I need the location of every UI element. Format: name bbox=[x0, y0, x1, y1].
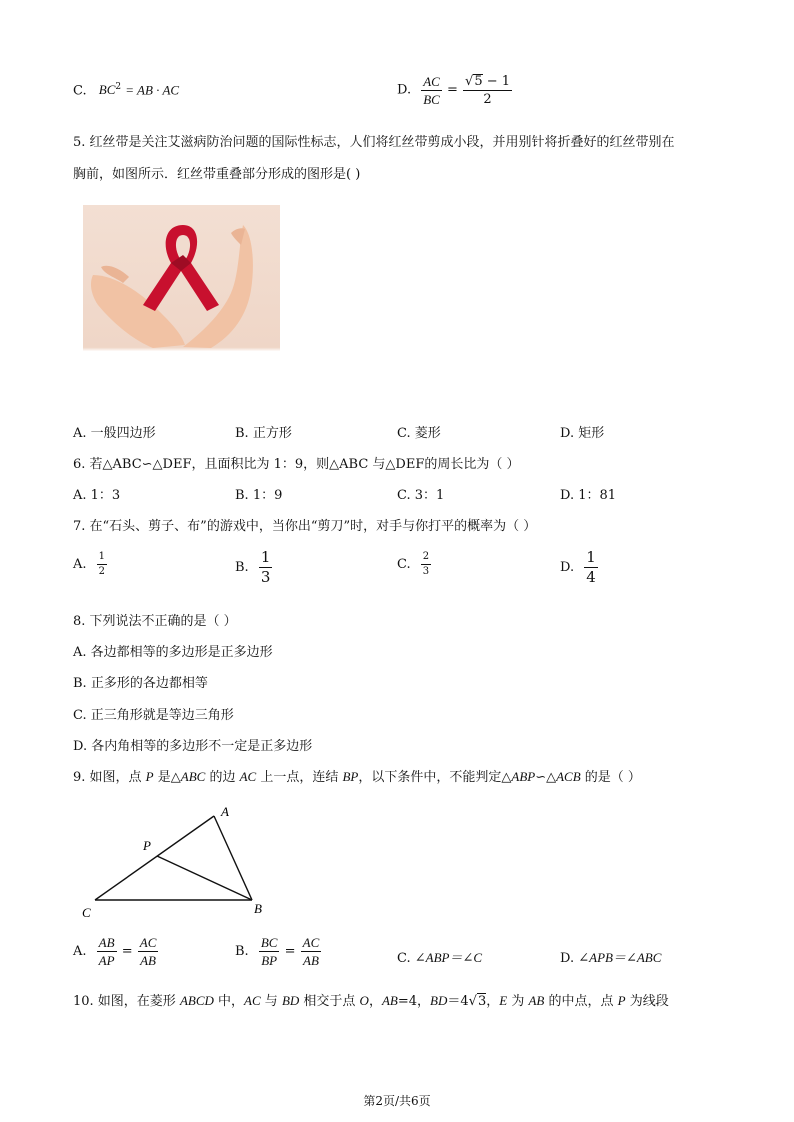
option-label: C. bbox=[73, 83, 87, 99]
q9-option-c bbox=[397, 947, 482, 966]
stem-text: ∽△ bbox=[535, 770, 557, 785]
q5-option-d: D. 矩形 bbox=[560, 426, 605, 441]
fraction-numerator-tail: − 1 bbox=[482, 74, 511, 89]
fraction-ac-ab bbox=[138, 936, 159, 967]
option-label: C. bbox=[397, 557, 411, 572]
question-6-stem: 6. 若△ABC∽△DEF，且面积比为 1：9，则△ABC 与△DEF的周长比为（ ） bbox=[73, 457, 520, 472]
math-ac: AC bbox=[244, 993, 261, 1008]
q6-option-c: C. 3：1 bbox=[397, 488, 445, 503]
vertex-label-a: A bbox=[221, 804, 229, 819]
math-abcd: ABCD bbox=[179, 993, 214, 1008]
q5-option-c: C. 菱形 bbox=[397, 426, 441, 441]
q9-option-b bbox=[235, 936, 322, 967]
fraction-numerator: BC bbox=[260, 935, 278, 950]
triangle-abc-diagram bbox=[80, 800, 280, 925]
q5-option-a: A. 一般四边形 bbox=[73, 426, 156, 441]
stem-text: ， bbox=[368, 994, 382, 1009]
question-10-stem bbox=[73, 990, 669, 1009]
math-p: P bbox=[145, 769, 154, 784]
q5-option-b: B. 正方形 bbox=[235, 426, 292, 441]
fraction-c bbox=[421, 552, 431, 577]
fraction-numerator: 1 bbox=[260, 548, 271, 566]
fraction-d bbox=[584, 550, 598, 585]
fraction-numerator: AC bbox=[302, 935, 320, 950]
math-ab: AB bbox=[528, 993, 545, 1008]
point-label-p: P bbox=[143, 838, 151, 853]
math-abp: ABP bbox=[511, 769, 536, 784]
fraction-b bbox=[259, 550, 273, 585]
math-fraction bbox=[421, 75, 442, 106]
q9-option-a bbox=[73, 936, 159, 967]
stem-text: 是△ bbox=[153, 770, 181, 785]
stem-text: ， bbox=[486, 994, 500, 1009]
fraction-denominator: BP bbox=[261, 953, 278, 968]
q8-option-a: A. 各边都相等的多边形是正多边形 bbox=[73, 645, 273, 660]
fraction-numerator: 1 bbox=[97, 552, 107, 565]
question-5-line-1: 5. 红丝带是关注艾滋病防治问题的国际性标志，人们将红丝带剪成小段，并用别针将折叠好的红丝带别在 bbox=[73, 135, 675, 150]
stem-text: 相交于点 bbox=[299, 994, 360, 1009]
stem-text: 为线段 bbox=[625, 994, 669, 1009]
option-text: ∠ABP＝∠C bbox=[414, 950, 483, 965]
q7-option-b bbox=[235, 550, 273, 585]
fraction-numerator: AC bbox=[139, 935, 157, 950]
equals-sign: = bbox=[284, 944, 296, 959]
option-label: D. bbox=[560, 560, 575, 575]
vertex-label-b: B bbox=[254, 901, 262, 916]
math-bc: BC bbox=[98, 82, 116, 98]
red-ribbon-photo bbox=[83, 205, 280, 395]
q9-option-d bbox=[560, 947, 661, 966]
option-label: D. bbox=[397, 82, 412, 98]
math-bp: BP bbox=[342, 769, 359, 784]
q6-option-a: A. 1：3 bbox=[73, 488, 121, 503]
page-footer: 第2页/共6页 bbox=[363, 1094, 431, 1108]
option-label: B. bbox=[235, 944, 249, 959]
q7-option-d bbox=[560, 550, 599, 585]
sqrt-radicand: 5 bbox=[474, 74, 483, 89]
side-ab bbox=[214, 816, 252, 900]
question-8-stem: 8. 下列说法不正确的是（ ） bbox=[73, 614, 237, 629]
question-9-stem bbox=[73, 766, 641, 785]
math-p: P bbox=[617, 993, 626, 1008]
fraction-ac-ab bbox=[301, 936, 322, 967]
math-fraction-root bbox=[463, 74, 512, 106]
math-rhs: = AB · AC bbox=[125, 82, 180, 98]
q8-option-c: C. 正三角形就是等边三角形 bbox=[73, 708, 234, 723]
fraction-denominator: 2 bbox=[483, 92, 492, 107]
fraction-ab-ap bbox=[97, 936, 117, 967]
question-5-line-2: 胸前，如图所示．红丝带重叠部分形成的图形是( ) bbox=[73, 167, 361, 182]
fraction-bc-bp bbox=[259, 936, 280, 967]
question-7-stem: 7. 在“石头、剪子、布”的游戏中，当你出“剪刀”时，对手与你打平的概率为（ ） bbox=[73, 519, 537, 534]
q4-option-d bbox=[397, 74, 513, 106]
fraction-numerator: 1 bbox=[586, 548, 596, 566]
q4-option-c bbox=[73, 82, 179, 98]
fraction-denominator: 3 bbox=[422, 566, 430, 577]
math-bd: BD bbox=[430, 993, 448, 1008]
triangle-figure bbox=[80, 800, 280, 929]
q8-option-d: D. 各内角相等的多边形不一定是正多边形 bbox=[73, 739, 313, 754]
stem-text: 上一点，连结 bbox=[256, 770, 343, 785]
stem-text: 中， bbox=[213, 994, 245, 1009]
side-ca bbox=[95, 816, 214, 900]
option-label: A. bbox=[73, 557, 87, 572]
fraction-a bbox=[97, 552, 107, 577]
stem-text: =4， bbox=[397, 994, 431, 1009]
option-label: B. bbox=[235, 560, 249, 575]
math-bd: BD bbox=[281, 993, 300, 1008]
stem-text: 的边 bbox=[205, 770, 240, 785]
vertex-label-c: C bbox=[82, 905, 91, 920]
fraction-numerator: AC bbox=[423, 73, 440, 89]
fraction-denominator: 2 bbox=[98, 566, 106, 577]
fraction-denominator: BC bbox=[423, 91, 440, 107]
stem-text: 的是（ ） bbox=[580, 770, 641, 785]
option-text: ∠APB＝∠ABC bbox=[578, 950, 662, 965]
equals-sign: = bbox=[447, 82, 458, 98]
math-ab: AB bbox=[381, 993, 398, 1008]
fraction-denominator: AB bbox=[303, 953, 319, 968]
q8-option-b: B. 正多形的各边都相等 bbox=[73, 676, 208, 691]
math-abc: ABC bbox=[180, 769, 206, 784]
stem-text: 9. 如图，点 bbox=[73, 770, 146, 785]
stem-text: 为 bbox=[507, 994, 529, 1009]
fraction-numerator: AB bbox=[98, 935, 115, 950]
sqrt-radicand: 3 bbox=[477, 994, 487, 1009]
segment-bp bbox=[157, 856, 252, 900]
stem-text: 与 bbox=[260, 994, 282, 1009]
q7-option-c bbox=[397, 552, 432, 577]
math-e: E bbox=[499, 993, 508, 1008]
q6-option-b: B. 1：9 bbox=[235, 488, 283, 503]
fraction-numerator: 2 bbox=[421, 552, 431, 565]
fraction-denominator: AB bbox=[140, 953, 156, 968]
math-o: O bbox=[359, 993, 369, 1008]
stem-text: ，以下条件中，不能判定△ bbox=[358, 770, 512, 785]
math-acb: ACB bbox=[556, 769, 581, 784]
q7-option-a bbox=[73, 552, 108, 577]
stem-text: 的中点，点 bbox=[544, 994, 618, 1009]
stem-text: ＝4 bbox=[447, 994, 469, 1009]
red-ribbon-illustration bbox=[83, 205, 280, 395]
fraction-denominator: 3 bbox=[260, 568, 271, 586]
stem-text: 10. 如图，在菱形 bbox=[73, 994, 180, 1009]
fraction-denominator: AP bbox=[98, 953, 115, 968]
math-exponent: 2 bbox=[115, 82, 122, 92]
math-ac: AC bbox=[239, 769, 257, 784]
q6-option-d: D. 1：81 bbox=[560, 488, 617, 503]
option-label: A. bbox=[73, 944, 87, 959]
option-label: D. bbox=[560, 951, 579, 966]
fraction-denominator: 4 bbox=[586, 568, 596, 586]
option-label: C. bbox=[397, 951, 415, 966]
sqrt-sign: √ bbox=[465, 74, 474, 89]
equals-sign: = bbox=[121, 944, 133, 959]
sqrt-sign: √ bbox=[468, 994, 477, 1009]
